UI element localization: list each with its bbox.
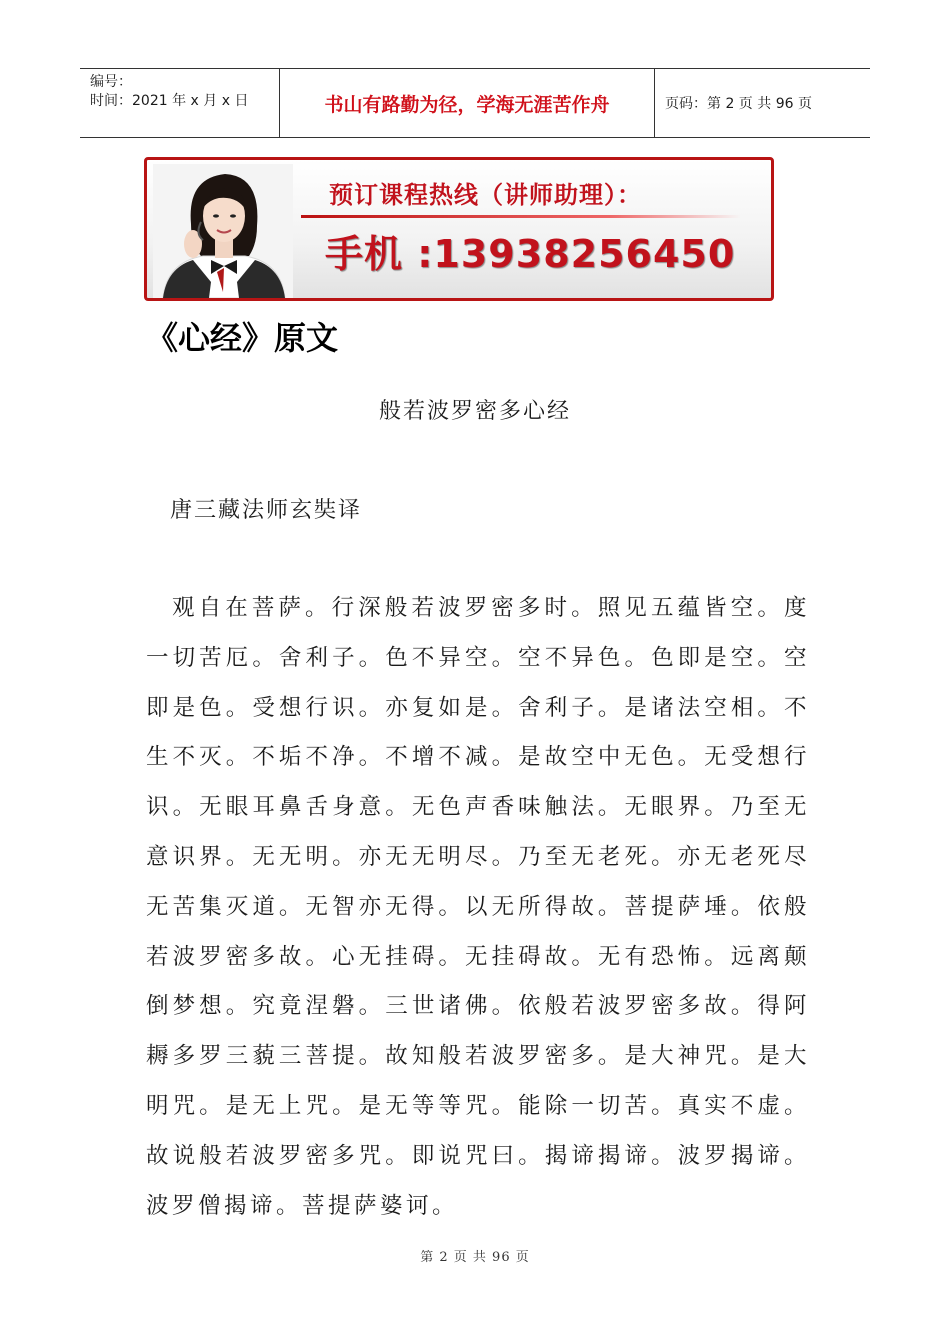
hotline-banner [144, 157, 774, 301]
header-page-info: 页码：第 2 页 共 96 页 [665, 96, 812, 112]
banner-title: 预订课程热线（讲师助理）： [329, 181, 642, 209]
banner-phone: 手机 :13938256450 [325, 232, 736, 276]
banner-divider [301, 215, 741, 218]
translator-line: 唐三藏法师玄奘译 [170, 498, 363, 523]
receptionist-image [153, 164, 293, 298]
sutra-title: 般若波罗密多心经 [378, 399, 571, 424]
sutra-body: 观自在菩萨。行深般若波罗密多时。照见五蕴皆空。度一切苦厄。舍利子。色不异空。空不异色。色即是空。空即是色。受想行识。亦复如是。舍利子。是诸法空相。不生不灭。不垢不净。不增不减。是故空中无色。无受想行识。无眼耳鼻舌身意。无色声香味触法。无眼界。乃至无意识界。无无明。亦无无明尽。乃至无老死。亦无老死尽无苦集灭道。无智亦无得。以无所得故。菩提萨埵。依般若波罗密多故。心无挂碍。无挂碍故。无有恐怖。远离颠倒梦想。究竟涅磐。三世诸佛。依般若波罗密多故。得阿耨多罗三藐三菩提。故知般若波罗密多。是大神咒。是大明咒。是无上咒。是无等等咒。能除一切苦。真实不虚。故说般若波罗密多咒。即说咒曰。揭谛揭谛。波罗揭谛。波罗僧揭谛。菩提萨婆诃。 [146, 595, 810, 1219]
time-label: 时间：2021 年 x 月 x 日 [90, 93, 249, 109]
header-motto: 书山有路勤为径，学海无涯苦作舟 [280, 69, 655, 137]
header-meta [80, 69, 280, 137]
document-header [80, 68, 870, 138]
page-footer: 第 2 页 共 96 页 [420, 1250, 530, 1265]
number-label: 编号： [90, 74, 132, 90]
page-heading: 《心经》原文 [146, 319, 339, 357]
